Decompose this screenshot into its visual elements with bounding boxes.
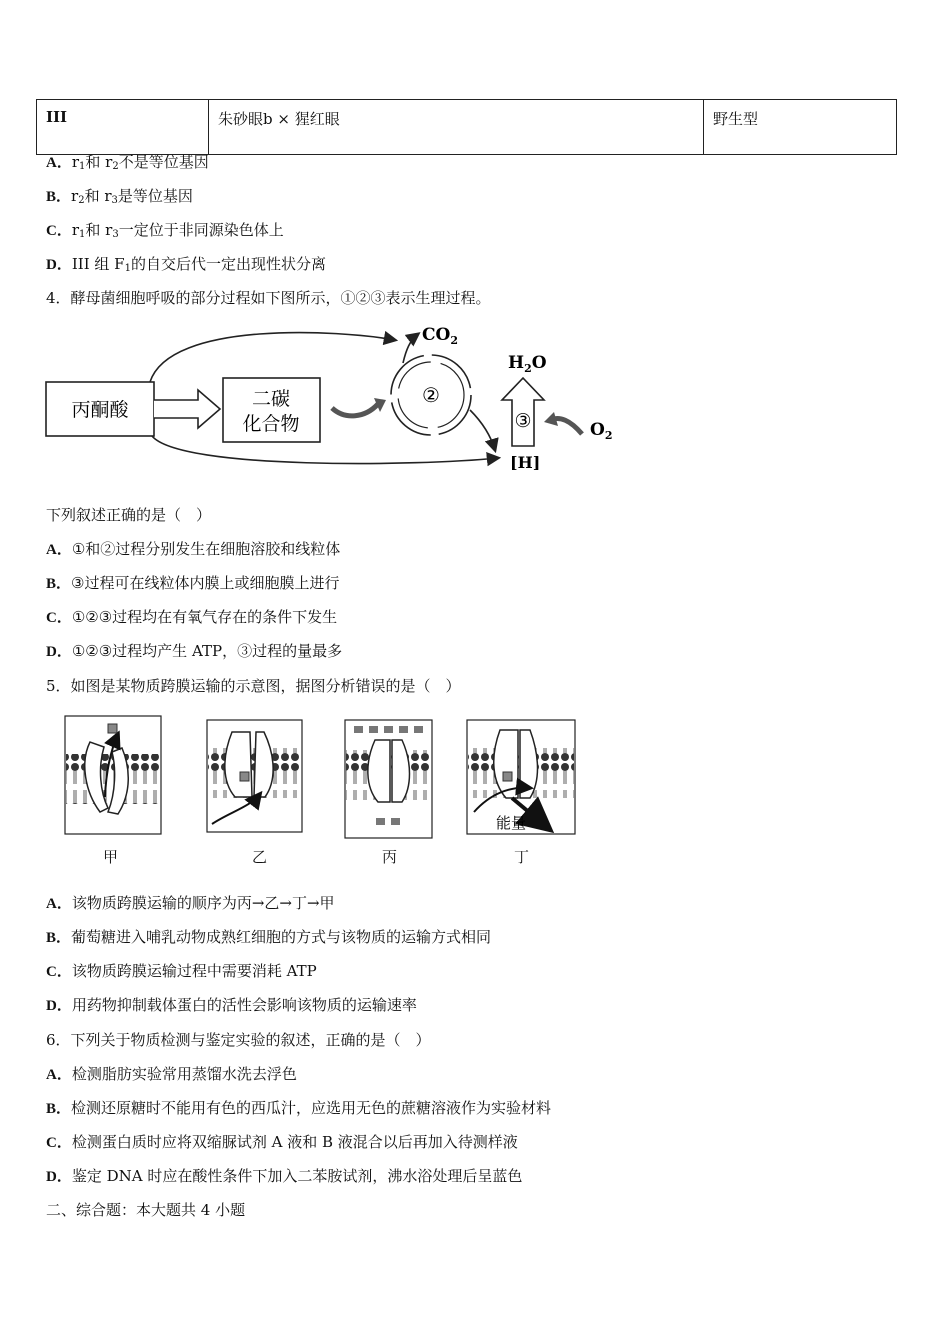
option-text: 葡萄糖进入哺乳动物成熟红细胞的方式与该物质的运输方式相同 [71,928,492,946]
option-letter: B． [46,189,72,205]
q6-option-d [46,1166,522,1187]
option-text: 和 r [85,153,113,171]
option-letter: D． [46,257,72,273]
panel-label-bing: 丙 [382,848,398,866]
membrane-transport-figure [60,712,590,842]
option-text: 检测还原糖时不能用有色的西瓜汁，应选用无色的蔗糖溶液作为实验材料 [71,1099,552,1117]
option-text: 检测脂肪实验常用蒸馏水洗去浮色 [71,1065,297,1083]
panel-yi [207,720,302,832]
q4-option-d [46,641,342,662]
process-2-label: ② [422,383,440,407]
q6-option-b [46,1098,551,1119]
option-text: 该物质跨膜运输的顺序为丙→乙→丁→甲 [71,894,335,912]
panel-label-yi: 乙 [252,848,268,866]
option-text: 和 r [85,221,113,239]
option-letter: A． [46,896,72,912]
option-text: ①②③过程均在有氧气存在的条件下发生 [71,608,338,626]
option-text: 的自交后代一定出现性状分离 [130,255,326,273]
q5-option-d [46,995,417,1016]
option-text: 该物质跨膜运输过程中需要消耗 ATP [71,962,317,980]
respiration-diagram [40,320,640,480]
option-text: 一定位于非同源染色体上 [118,221,284,239]
two-carbon-label-2: 化合物 [242,413,300,435]
hollow-arrow-1 [154,390,220,428]
q5-option-b [46,927,491,948]
q4-option-a [46,539,340,560]
option-letter: B． [46,576,72,592]
panel-label-ding: 丁 [514,848,530,866]
option-text: ①和②过程分别发生在细胞溶胶和线粒体 [71,540,341,558]
o2-label: $O_2$ [590,420,613,442]
q3-option-b [46,186,193,207]
option-text: r [71,221,80,239]
subscript: 1 [124,263,131,274]
subscript: 3 [111,195,118,206]
option-letter: A． [46,542,72,558]
option-letter: B． [46,1101,72,1117]
option-text: 检测蛋白质时应将双缩脲试剂 A 液和 B 液混合以后再加入待测样液 [71,1133,518,1151]
subscript: 1 [79,229,86,240]
table-cell-result: 野生型 [704,100,897,155]
panel-label-jia: 甲 [103,848,119,866]
h2o-label: $H_2O$ [508,353,547,375]
table-cell-group: III [37,100,209,155]
two-carbon-label-1: 二碳 [251,388,291,410]
option-text: ①②③过程均产生 ATP，③过程的量最多 [71,642,343,660]
subscript: 2 [112,161,119,172]
panel-ding [467,720,575,834]
option-letter: A． [46,1067,72,1083]
option-letter: C． [46,1135,72,1151]
section-heading: 二、综合题：本大题共 4 小题 [46,1201,246,1219]
option-text: 是等位基因 [117,187,193,205]
q4-question: 下列叙述正确的是（ ） [46,506,212,524]
option-text: r [71,153,80,171]
subscript: 2 [78,195,85,206]
genetics-table [36,99,897,155]
option-letter: C． [46,964,72,980]
subscript: 1 [79,161,86,172]
energy-label: 能量 [496,814,527,832]
option-letter: D． [46,1169,72,1185]
co2-label: $CO_2$ [422,325,458,347]
pyruvate-label: 丙酮酸 [71,399,129,421]
q6-option-a [46,1064,297,1085]
curve-arrow-bottom [152,436,498,464]
process-3-label: ③ [514,410,532,432]
q6-stem: 6．下列关于物质检测与鉴定实验的叙述，正确的是（ ） [46,1031,431,1049]
option-letter: A． [46,155,72,171]
option-text: ③过程可在线粒体内膜上或细胞膜上进行 [71,574,340,592]
option-letter: D． [46,998,72,1014]
panel-bing [345,720,432,838]
option-text: r [71,187,79,205]
panel-jia [65,716,161,834]
q3-option-a [46,152,209,173]
option-letter: C． [46,223,72,239]
q3-option-d [46,254,326,275]
option-text: 不是等位基因 [118,153,209,171]
q3-option-c [46,220,284,241]
option-text: 用药物抑制载体蛋白的活性会影响该物质的运输速率 [71,996,417,1014]
gray-arrow-in [332,404,378,416]
option-text: III 组 F [71,255,125,273]
q4-stem: 4．酵母菌细胞呼吸的部分过程如下图所示，①②③表示生理过程。 [46,289,491,307]
option-text: 和 r [84,187,112,205]
q5-stem: 5．如图是某物质跨膜运输的示意图，据图分析错误的是（ ） [46,677,461,695]
option-letter: C． [46,610,72,626]
option-text: 鉴定 DNA 时应在酸性条件下加入二苯胺试剂，沸水浴处理后呈蓝色 [71,1167,523,1185]
table-cell-cross: 朱砂眼b × 猩红眼 [209,100,704,155]
q6-option-c [46,1132,518,1153]
table-row [37,100,897,155]
q4-option-c [46,607,337,628]
q5-option-a [46,893,335,914]
curve-arrow-top [150,333,395,382]
option-letter: D． [46,644,72,660]
q4-option-b [46,573,339,594]
h-label: [H] [510,453,541,472]
subscript: 3 [112,229,119,240]
q5-option-c [46,961,317,982]
option-letter: B． [46,930,72,946]
